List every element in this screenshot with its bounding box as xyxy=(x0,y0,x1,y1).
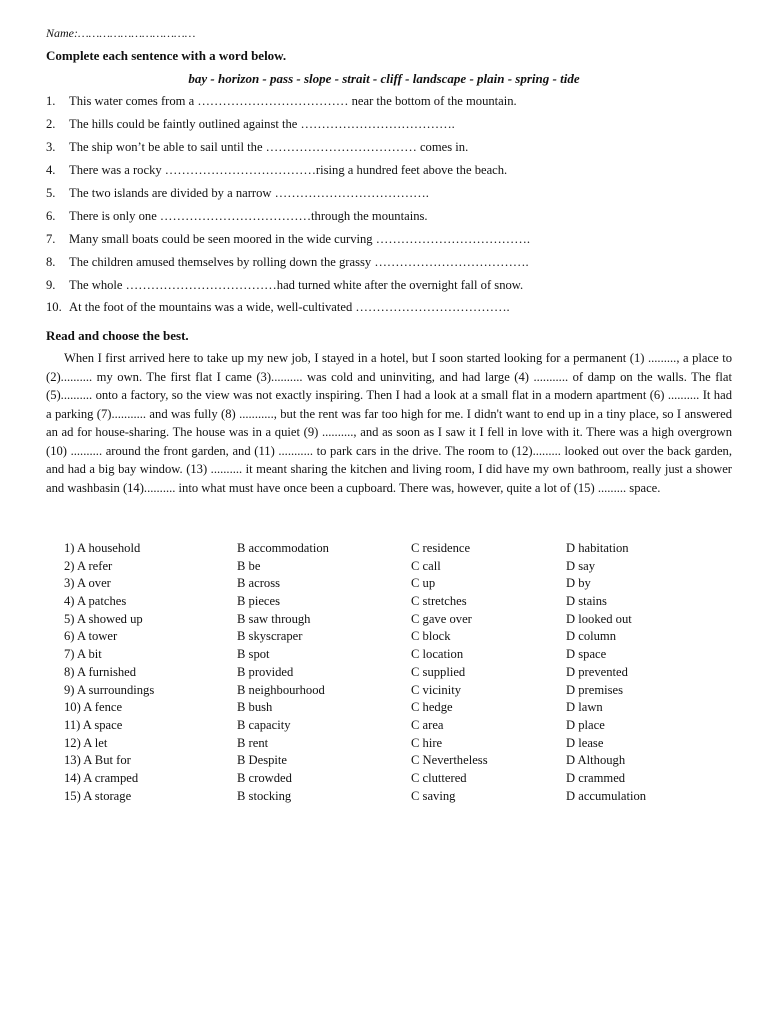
option-c: C up xyxy=(411,576,436,591)
sentence-text: The children amused themselves by rolling down the grassy ………………………………. xyxy=(69,255,529,269)
option-c: C location xyxy=(411,647,464,662)
sentence-number: 5. xyxy=(46,186,56,200)
option-b: B capacity xyxy=(237,717,291,732)
sentence-number: 4. xyxy=(46,163,56,177)
option-a: 15) A storage xyxy=(64,788,132,803)
option-d: D place xyxy=(566,717,605,732)
sentence-number: 6. xyxy=(46,209,56,223)
sentence-text: The whole ………………………………had turned white after the overnight fall of snow. xyxy=(69,278,524,292)
sentence-item xyxy=(46,300,510,315)
option-a: 9) A surroundings xyxy=(64,682,155,697)
option-d: D by xyxy=(566,576,591,591)
option-d: D habitation xyxy=(566,541,629,555)
option-c: C hire xyxy=(411,735,443,750)
option-a: 7) A bit xyxy=(64,647,102,662)
sentence-number: 1. xyxy=(46,94,56,108)
word-bank: bay - horizon - pass - slope - strait - cliff - landscape - plain - spring - tide xyxy=(188,71,580,86)
section2-title: Read and choose the best. xyxy=(46,328,189,343)
option-a: 2) A refer xyxy=(64,558,113,573)
option-c: C cluttered xyxy=(411,770,467,785)
sentence-number: 8. xyxy=(46,255,56,269)
sentence-item xyxy=(46,94,517,109)
option-d: D crammed xyxy=(566,770,626,785)
option-c: C block xyxy=(411,629,451,644)
sentence-item xyxy=(46,278,523,293)
option-b: B skyscraper xyxy=(237,629,303,644)
sentence-item xyxy=(46,186,429,201)
sentence-item xyxy=(46,209,428,224)
sentence-number: 2. xyxy=(46,117,56,131)
option-d: D looked out xyxy=(566,611,632,626)
option-a: 12) A let xyxy=(64,735,108,750)
option-a: 13) A But for xyxy=(64,753,131,768)
sentence-number: 10. xyxy=(46,300,62,314)
sentence-text: Many small boats could be seen moored in the wide curving ………………………………. xyxy=(69,232,531,246)
option-c: C hedge xyxy=(411,700,453,715)
option-d: D Although xyxy=(566,753,626,768)
option-d: D premises xyxy=(566,682,624,697)
option-a: 11) A space xyxy=(64,717,123,732)
option-d: D stains xyxy=(566,594,607,609)
option-a: 14) A cramped xyxy=(64,770,139,785)
sentence-item xyxy=(46,117,455,132)
option-c: C residence xyxy=(411,541,471,555)
option-d: D accumulation xyxy=(566,788,647,803)
option-c: C area xyxy=(411,717,444,732)
name-field: Name:…………………………… xyxy=(46,26,196,40)
option-b: B spot xyxy=(237,647,270,662)
sentence-text: There is only one ………………………………through the mountains. xyxy=(69,209,428,223)
option-a: 10) A fence xyxy=(64,700,123,715)
option-b: B rent xyxy=(237,735,269,750)
option-b: B across xyxy=(237,576,281,591)
option-b: B crowded xyxy=(237,770,292,785)
option-c: C call xyxy=(411,558,441,573)
option-b: B Despite xyxy=(237,753,288,768)
option-c: C saving xyxy=(411,788,456,803)
option-c: C supplied xyxy=(411,664,466,679)
option-a: 5) A showed up xyxy=(64,611,143,626)
sentence-text: The hills could be faintly outlined against the ………………………………. xyxy=(69,117,455,131)
sentence-item xyxy=(46,255,529,270)
sentence-item xyxy=(46,163,507,178)
section1-title: Complete each sentence with a word below. xyxy=(46,48,287,63)
option-a: 4) A patches xyxy=(64,594,127,609)
sentence-number: 7. xyxy=(46,232,56,246)
option-b: B be xyxy=(237,558,261,573)
option-b: B provided xyxy=(237,664,294,679)
sentence-text: At the foot of the mountains was a wide, well-cultivated ………………………………. xyxy=(69,300,510,314)
sentence-number: 3. xyxy=(46,140,56,154)
option-d: D space xyxy=(566,647,607,662)
option-d: D say xyxy=(566,558,596,573)
option-b: B neighbourhood xyxy=(237,682,325,697)
option-b: B accommodation xyxy=(237,541,329,555)
option-d: D lawn xyxy=(566,700,603,715)
option-a: 8) A furnished xyxy=(64,664,137,679)
reading-passage: When I first arrived here to take up my new job, I stayed in a hotel, but I soon started looking for a permanent (1) ........., a place to (2).......... my own. The first flat I came (3).......... was cold and uninviting, and had large (4) ........... of damp on the walls. The flat (5).......... onto a factory, so the view was not exactly inspiring. Then I had a look at a small flat in a modern apartment (6) .......... It had a parking (7)........... and was fully (8) ..........., but the rent was far too high for me. I didn't want to end up in a tiny place, so I answered an ad for house-sharing. The house was in a quiet (9) .........., and as soon as I saw it I fell in love with it. There was a high overgrown (10) .......... around the front garden, and (11) ........... to park cars in the drive. The room to (12)......... looked out over the back garden, and had a big bay window. (13) .......... it meant sharing the kitchen and living room, I did have my own bathroom, really just a shower and washbasin (14).......... into what must have once been a cupboard. There was, however, quite a lot of (15) ......... space. xyxy=(46,351,732,495)
option-d: D prevented xyxy=(566,664,628,679)
option-c: C Nevertheless xyxy=(411,753,488,768)
option-b: B pieces xyxy=(237,594,281,609)
sentence-text: The two islands are divided by a narrow ………………………………. xyxy=(69,186,429,200)
option-b: B bush xyxy=(237,700,273,715)
option-c: C vicinity xyxy=(411,682,462,697)
option-c: C stretches xyxy=(411,594,467,609)
option-d: D column xyxy=(566,629,617,644)
option-a: 6) A tower xyxy=(64,629,118,644)
option-b: B saw through xyxy=(237,611,311,626)
option-a: 3) A over xyxy=(64,576,111,591)
sentence-text: The ship won’t be able to sail until the ……………………………… comes in. xyxy=(69,140,469,154)
sentence-text: There was a rocky ………………………………rising a hundred feet above the beach. xyxy=(69,163,508,177)
sentence-item xyxy=(46,232,530,247)
option-a: 1) A household xyxy=(64,541,141,555)
sentence-text: This water comes from a ……………………………… near the bottom of the mountain. xyxy=(69,94,517,108)
sentence-number: 9. xyxy=(46,278,56,292)
option-c: C gave over xyxy=(411,611,472,626)
option-d: D lease xyxy=(566,735,604,750)
option-b: B stocking xyxy=(237,788,292,803)
sentence-item xyxy=(46,140,468,155)
